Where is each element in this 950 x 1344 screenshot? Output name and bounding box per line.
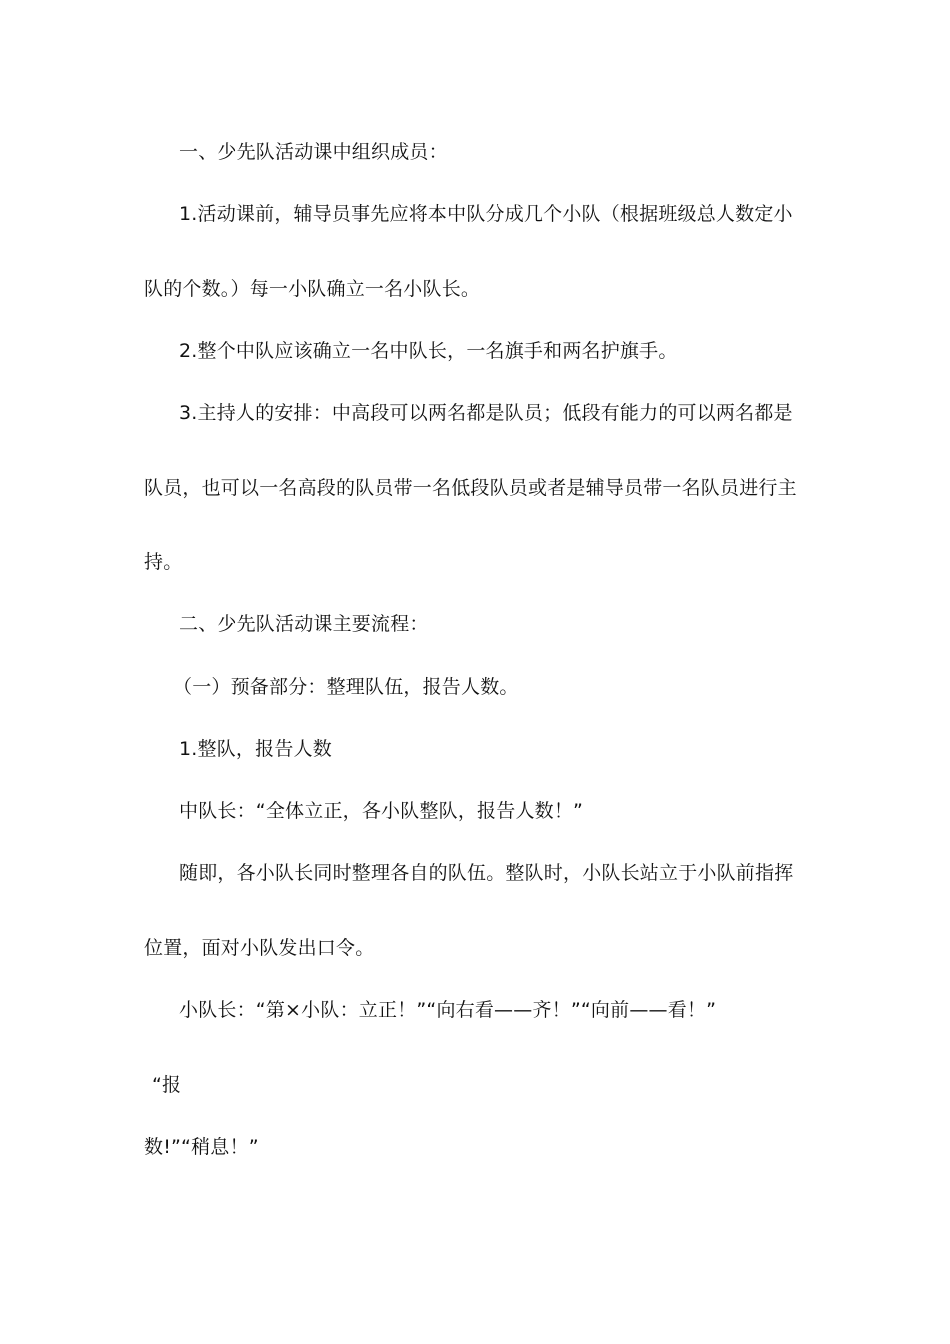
item2: 2.整个中队应该确立一名中队长，一名旗手和两名护旗手。	[179, 340, 678, 362]
section2-heading: 二、少先队活动课主要流程：	[179, 613, 429, 635]
section1-heading: 一、少先队活动课中组织成员：	[179, 141, 448, 163]
leader-command: 小队长：“第×小队：立正！”“向右看——齐！”“向前——看！”	[179, 999, 717, 1021]
item1-line2: 队的个数。）每一小队确立一名小队长。	[144, 278, 481, 300]
paragraph-line2: 位置，面对小队发出口令。	[144, 937, 375, 959]
report-line2: 数!”“稍息！”	[144, 1136, 259, 1158]
captain-command: 中队长：“全体立正，各小队整队，报告人数！”	[179, 800, 584, 822]
report-line1: “报	[152, 1074, 182, 1096]
item3-line3: 持。	[144, 551, 183, 573]
sub-section-1: （一）预备部分：整理队伍，报告人数。	[173, 676, 519, 698]
item1-line1: 1.活动课前，辅导员事先应将本中队分成几个小队（根据班级总人数定小	[179, 203, 793, 225]
paragraph-line1: 随即，各小队长同时整理各自的队伍。整队时，小队长站立于小队前指挥	[179, 862, 794, 884]
item3-line2: 队员，也可以一名高段的队员带一名低段队员或者是辅导员带一名队员进行主	[144, 477, 797, 499]
item3-line1: 3.主持人的安排：中高段可以两名都是队员；低段有能力的可以两名都是	[179, 402, 793, 424]
step1: 1.整队，报告人数	[179, 738, 332, 760]
